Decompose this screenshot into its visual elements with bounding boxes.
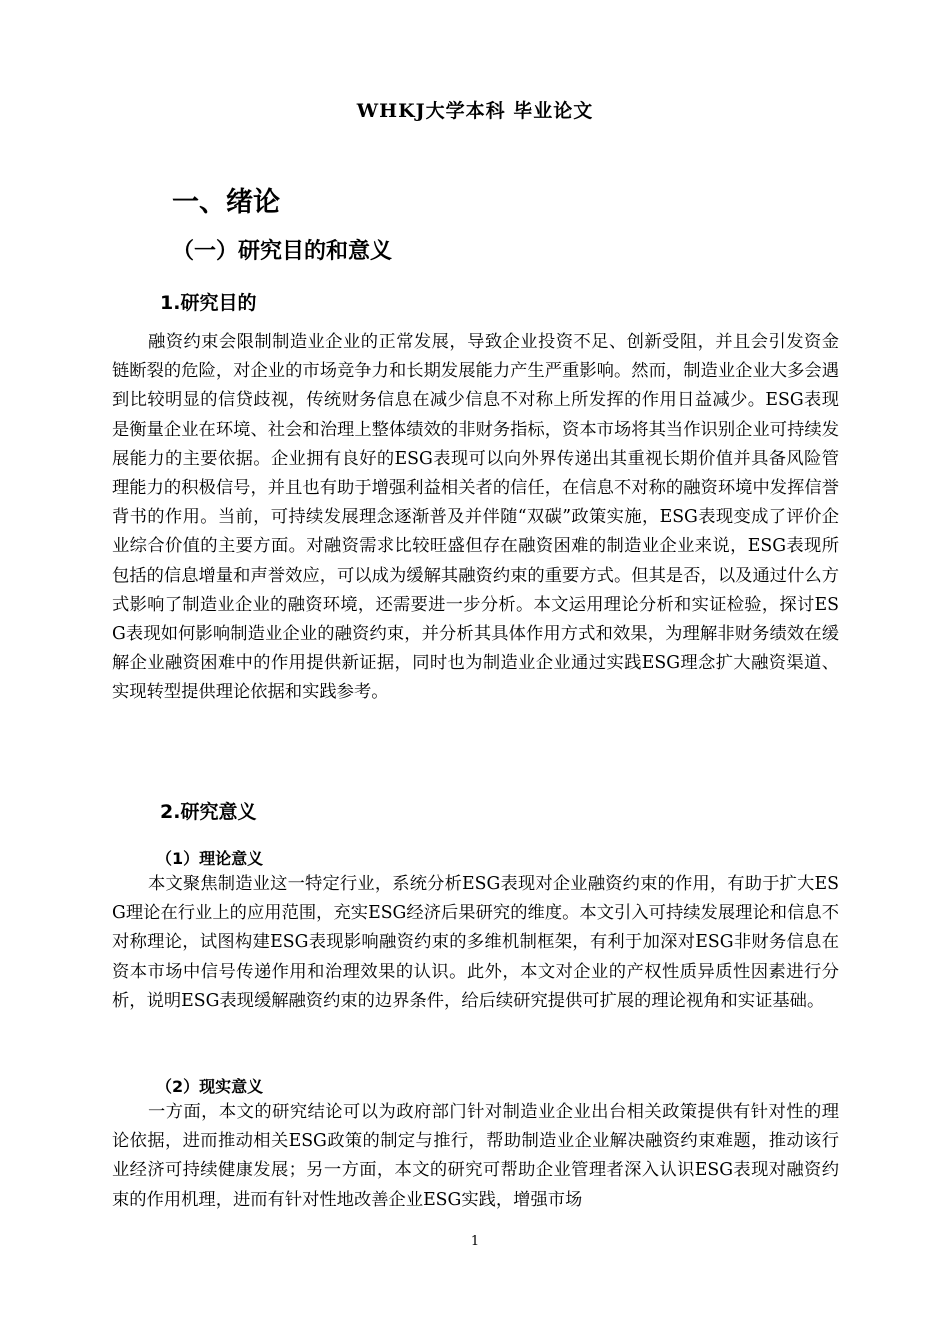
paragraph-theoretical-significance: 本文聚焦制造业这一特定行业，系统分析ESG表现对企业融资约束的作用，有助于扩大ESG理论在行业上的应用范围，充实ESG经济后果研究的维度。本文引入可持续发展理论和信息不对称理论，试图构建ESG表现影响融资约束的多维机制框架，有利于加深对ESG非财务信息在资本市场中信号传递作用和治理效果的认识。此外，本文对企业的产权性质异质性因素进行分析，说明ESG表现缓解融资约束的边界条件，给后续研究提供可扩展的理论视角和实证基础。 <box>112 874 839 1011</box>
item-title-practical-significance: （2）现实意义 <box>156 1077 264 1096</box>
paragraph-research-purpose: 融资约束会限制制造业企业的正常发展，导致企业投资不足、创新受阻，并且会引发资金链断裂的危险，对企业的市场竞争力和长期发展能力产生严重影响。然而，制造业企业大多会遇到比较明显的信贷歧视，传统财务信息在减少信息不对称上所发挥的作用日益减少。ESG表现是衡量企业在环境、社会和治理上整体绩效的非财务指标，资本市场将其当作识别企业可持续发展能力的主要依据。企业拥有良好的ESG表现可以向外界传递出其重视长期价值并具备风险管理能力的积极信号，并且也有助于增强利益相关者的信任，在信息不对称的融资环境中发挥信誉背书的作用。当前，可持续发展理念逐渐普及并伴随“双碳”政策实施，ESG表现变成了评价企业综合价值的主要方面。对融资需求比较旺盛但存在融资困难的制造业企业来说，ESG表现所包括的信息增量和声誉效应，可以成为缓解其融资约束的重要方式。但其是否，以及通过什么方式影响了制造业企业的融资环境，还需要进一步分析。本文运用理论分析和实证检验，探讨ESG表现如何影响制造业企业的融资约束，并分析其具体作用方式和效果，为理解非财务绩效在缓解企业融资困难中的作用提供新证据，同时也为制造业企业通过实践ESG理念扩大融资渠道、实现转型提供理论依据和实践参考。 <box>112 332 839 703</box>
page-number: 1 <box>470 1234 480 1249</box>
chapter-title: 一、绪论 <box>172 187 280 218</box>
running-header: WHKJ大学本科 毕业论文 <box>356 100 594 122</box>
subsection-title-research-purpose: 1.研究目的 <box>160 292 257 314</box>
subsection-title-research-significance: 2.研究意义 <box>160 801 257 823</box>
paragraph-practical-significance: 一方面，本文的研究结论可以为政府部门针对制造业企业出台相关政策提供有针对性的理论依据，进而推动相关ESG政策的制定与推行，帮助制造业企业解决融资约束难题，推动该行业经济可持续健康发展；另一方面，本文的研究可帮助企业管理者深入认识ESG表现对融资约束的作用机理，进而有针对性地改善企业ESG实践，增强市场 <box>112 1102 839 1210</box>
section-title: （一）研究目的和意义 <box>172 239 393 264</box>
item-title-theoretical-significance: （1）理论意义 <box>156 849 264 868</box>
